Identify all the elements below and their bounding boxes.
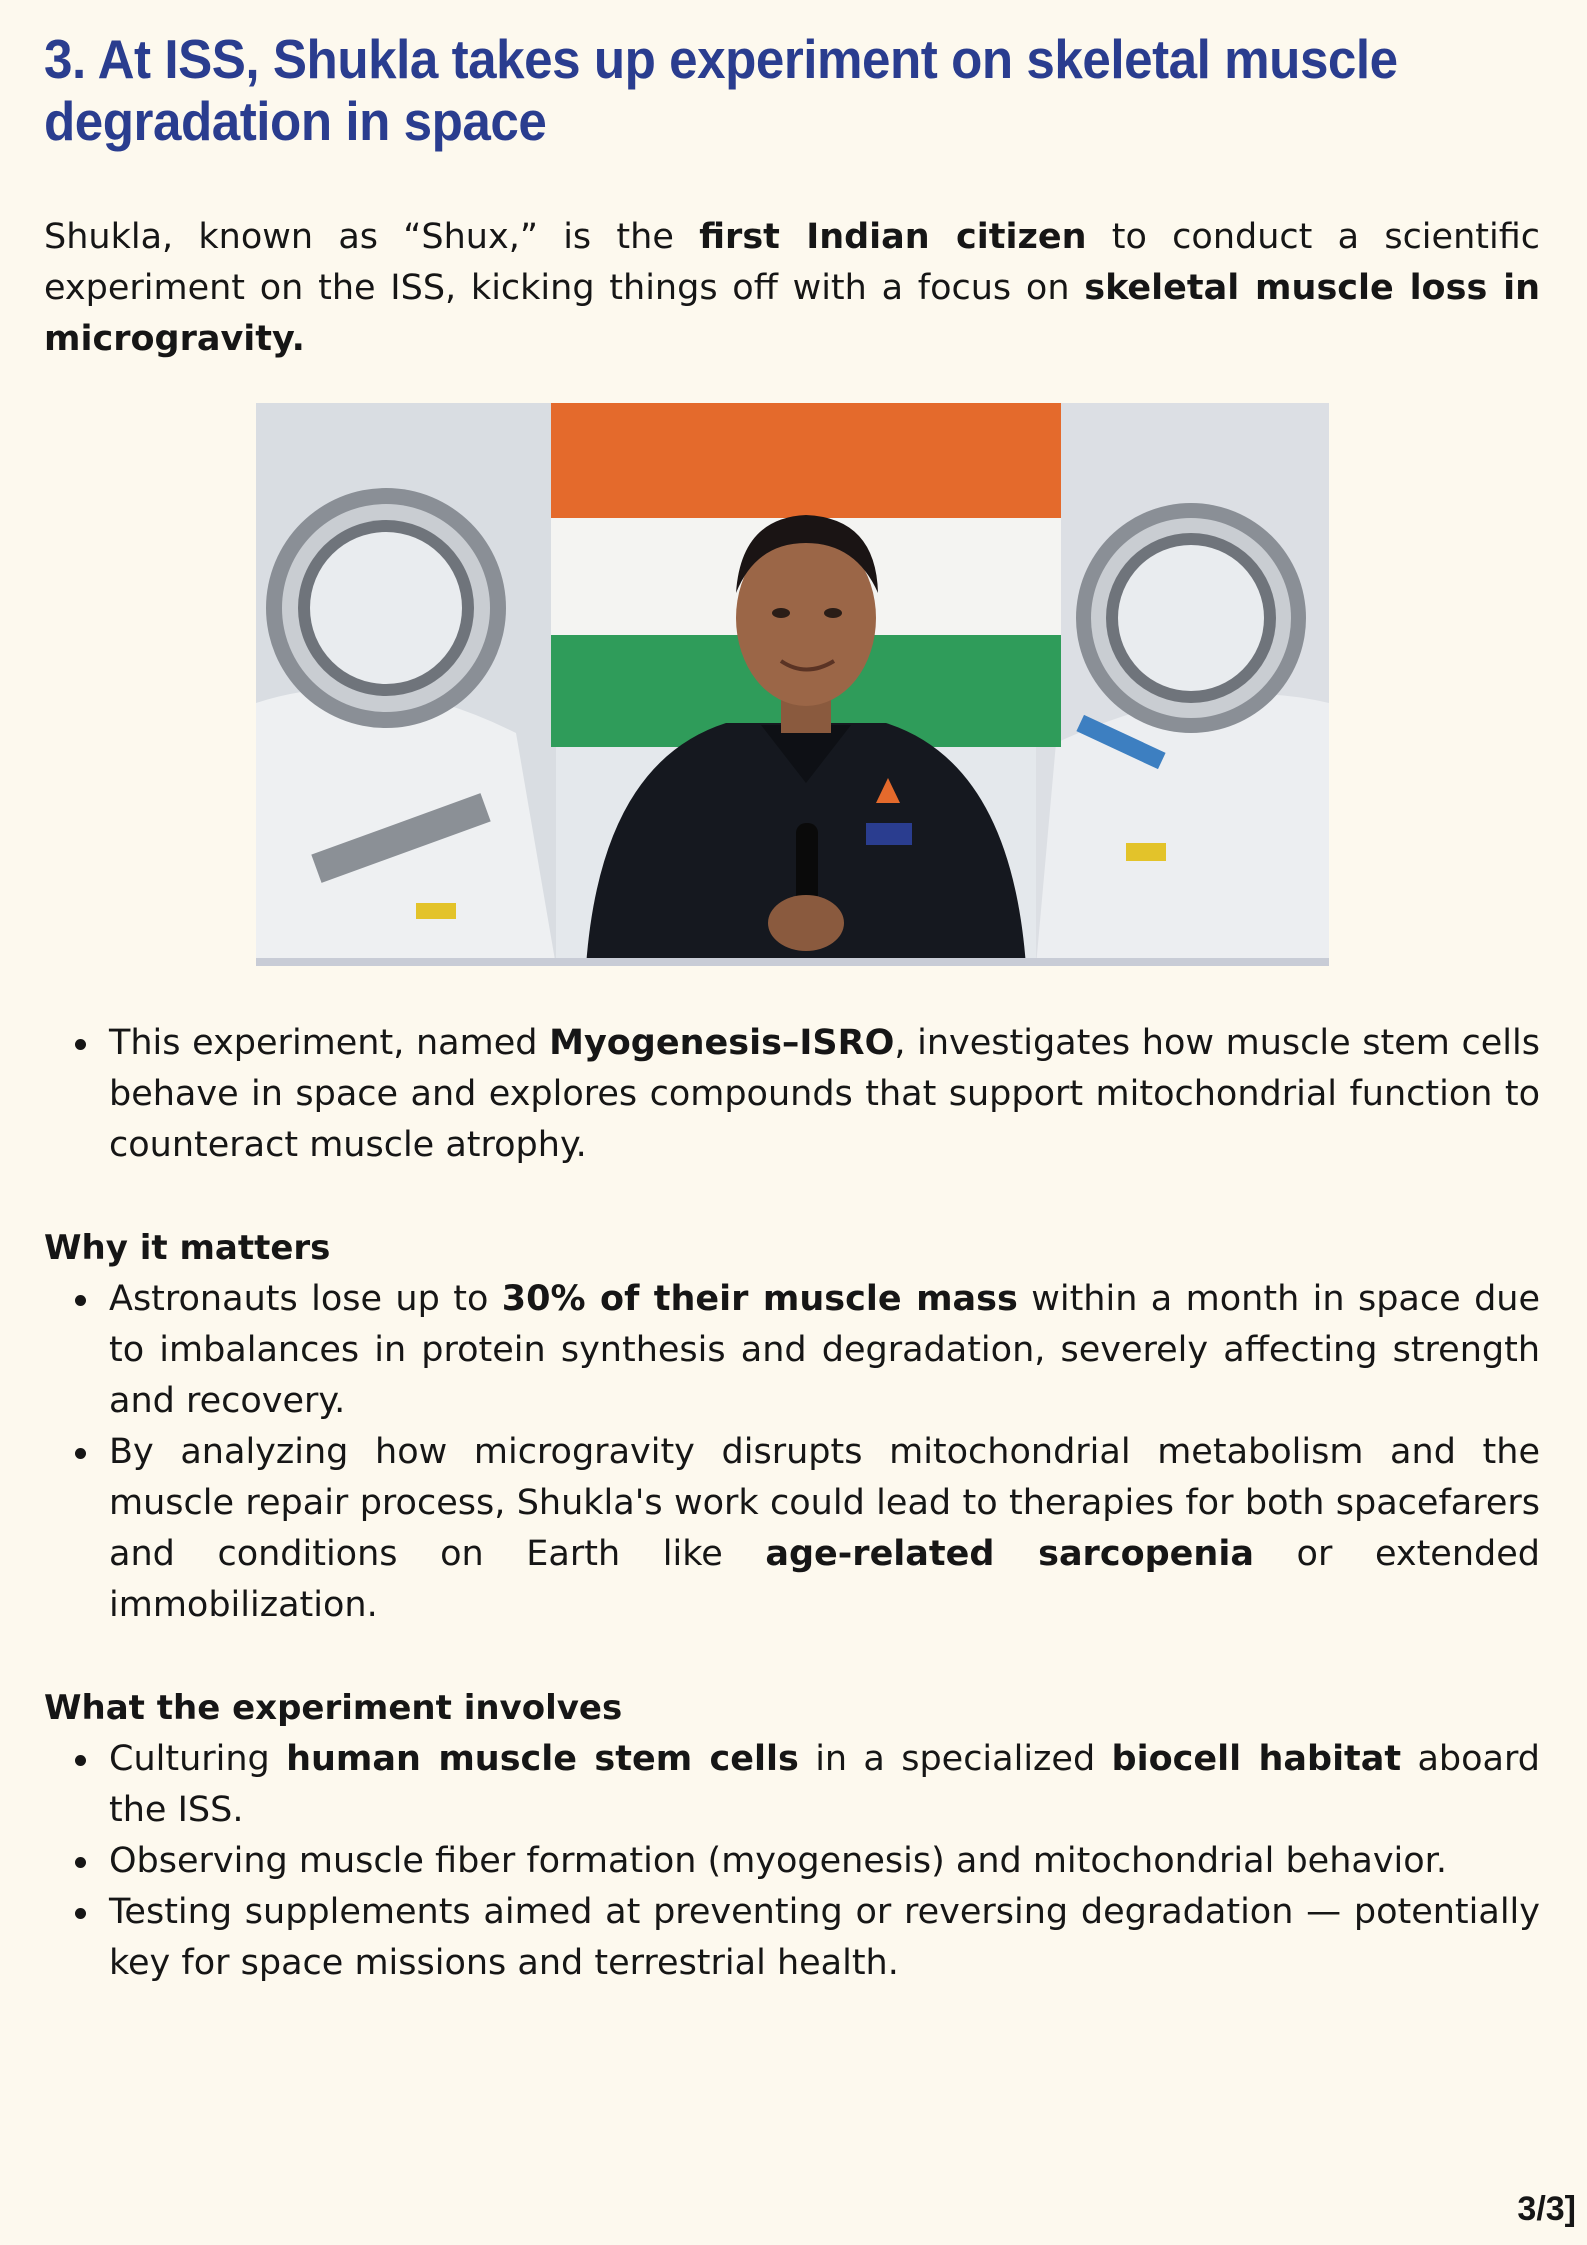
list-item: Observing muscle fiber formation (myogenesis) and mitochondrial behavior. bbox=[109, 1836, 1540, 1887]
page-title: 3. At ISS, Shukla takes up experiment on skeletal muscle degradation in space bbox=[44, 28, 1398, 152]
why-item-2-text-1: By analyzing how microgravity disrupts mitochondrial metabolism and the muscle repair process, Shukla's work could lead to therapies for both spacefarers and conditions on Earth like bbox=[109, 1432, 1540, 1574]
experiment-list bbox=[44, 1018, 1540, 1171]
page-number: 3/3] bbox=[1517, 2190, 1576, 2228]
involves-item-1-bold-2: biocell habitat bbox=[1111, 1739, 1402, 1779]
astronaut-photo bbox=[256, 403, 1329, 966]
page bbox=[44, 28, 1540, 1989]
list-item: Testing supplements aimed at preventing or reversing degradation — potentially key for space missions and terrestrial health. bbox=[109, 1887, 1540, 1989]
list-item bbox=[109, 1734, 1540, 1836]
why-list bbox=[44, 1274, 1540, 1631]
astronaut-illustration bbox=[256, 403, 1329, 966]
involves-item-1-text-1: Culturing bbox=[109, 1739, 287, 1779]
left-hatch bbox=[266, 488, 506, 728]
list-item bbox=[109, 1427, 1540, 1631]
why-item-1-bold: 30% of their muscle mass bbox=[501, 1279, 1018, 1319]
involves-item-1-bold-1: human muscle stem cells bbox=[286, 1739, 799, 1779]
involves-item-1-text-2: in a specialized bbox=[798, 1739, 1112, 1779]
why-heading: Why it matters bbox=[44, 1228, 331, 1268]
intro-bold-2: skeletal muscle loss in microgravity. bbox=[44, 268, 1540, 359]
experiment-name: Myogenesis–ISRO bbox=[549, 1023, 895, 1063]
why-item-1-text-1: Astronauts lose up to bbox=[109, 1279, 502, 1319]
experiment-text-1: This experiment, named bbox=[109, 1023, 550, 1063]
list-item bbox=[109, 1018, 1540, 1171]
intro-paragraph bbox=[44, 212, 1540, 365]
right-hatch bbox=[1076, 503, 1306, 733]
involves-list bbox=[44, 1734, 1540, 1989]
list-item bbox=[109, 1274, 1540, 1427]
photo-container bbox=[44, 403, 1540, 966]
why-item-2-bold: age-related sarcopenia bbox=[765, 1534, 1254, 1574]
involves-heading: What the experiment involves bbox=[44, 1688, 623, 1728]
experiment-text-2: , investigates how muscle stem cells behave in space and explores compounds that support mitochondrial function to counteract muscle atrophy. bbox=[109, 1023, 1540, 1165]
why-item-1-text-2: within a month in space due to imbalances in protein synthesis and degradation, severely affecting strength and recovery. bbox=[109, 1279, 1541, 1421]
why-item-2-text-2: or extended immobilization. bbox=[109, 1534, 1540, 1625]
intro-text-1: Shukla, known as “Shux,” is the bbox=[44, 217, 700, 257]
involves-item-1-text-3: aboard the ISS. bbox=[109, 1739, 1540, 1830]
intro-bold-1: first Indian citizen bbox=[699, 217, 1087, 257]
intro-text-2: to conduct a scientific experiment on the ISS, kicking things off with a focus on bbox=[44, 217, 1540, 308]
